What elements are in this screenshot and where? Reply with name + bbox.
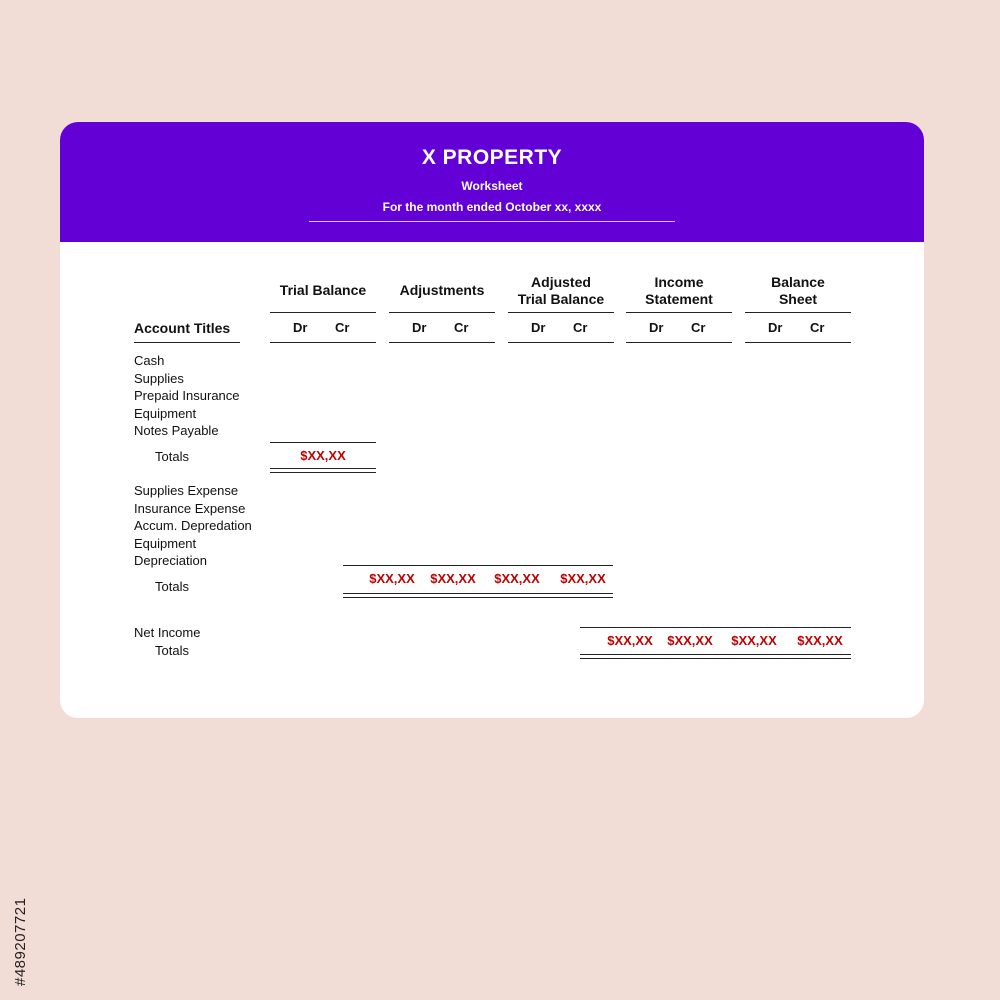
account-row: Depreciation [134,553,207,568]
double-rule [580,654,851,655]
total-rule [343,565,613,566]
net-income-label: Net Income [134,625,201,640]
adjusted-tb-dr-total: $XX,XX [494,571,540,586]
cr-label: Cr [691,320,706,335]
account-row: Notes Payable [134,423,219,438]
double-rule [580,658,851,659]
account-row: Prepaid Insurance [134,388,240,403]
header-rule [626,312,732,313]
subheader-rule [626,342,732,343]
totals-label: Totals [155,449,189,464]
col-balance-sheet: Balance Sheet [771,274,825,307]
dr-label: Dr [293,320,308,335]
subheader-rule [134,342,240,343]
trial-balance-total: $XX,XX [300,448,346,463]
subheader-rule [745,342,851,343]
company-title: X PROPERTY [421,146,563,169]
dr-label: Dr [531,320,546,335]
adjustments-cr-total: $XX,XX [430,571,476,586]
account-row: Supplies [134,371,184,386]
account-row: Supplies Expense [134,483,239,498]
col-income-statement: Income Statement [645,274,713,307]
account-row: Insurance Expense [134,501,246,516]
worksheet-header [60,122,924,242]
header-divider [309,221,675,222]
subheader-rule [389,342,495,343]
account-row: Cash [134,353,165,368]
dr-label: Dr [412,320,427,335]
cr-label: Cr [573,320,588,335]
totals-label: Totals [155,579,189,594]
stock-id-label: #489207721 [12,897,29,986]
worksheet-card [60,122,924,718]
header-rule [389,312,495,313]
totals-label: Totals [155,643,189,658]
adjustments-dr-total: $XX,XX [369,571,415,586]
double-rule [270,468,376,469]
income-statement-cr-total: $XX,XX [667,633,713,648]
subheader-rule [270,342,376,343]
double-rule [343,593,613,594]
double-rule [270,472,376,473]
account-row: Equipment [134,536,197,551]
col-adjusted-trial-balance: Adjusted Trial Balance [517,274,605,307]
income-statement-dr-total: $XX,XX [607,633,653,648]
header-rule [270,312,376,313]
total-rule [580,627,851,628]
balance-sheet-cr-total: $XX,XX [797,633,843,648]
dr-label: Dr [649,320,664,335]
dr-label: Dr [768,320,783,335]
total-rule [270,442,376,443]
cr-label: Cr [810,320,825,335]
account-row: Accum. Depredation [134,518,252,533]
cr-label: Cr [335,320,350,335]
col-trial-balance: Trial Balance [279,282,367,298]
cr-label: Cr [454,320,469,335]
subheader-rule [508,342,614,343]
account-row: Equipment [134,406,197,421]
header-rule [745,312,851,313]
document-period: For the month ended October xx, xxxx [382,200,602,214]
document-subtitle: Worksheet [461,179,523,193]
balance-sheet-dr-total: $XX,XX [731,633,777,648]
adjusted-tb-cr-total: $XX,XX [560,571,606,586]
col-adjustments: Adjustments [399,282,485,298]
account-titles-header: Account Titles [134,320,231,336]
header-rule [508,312,614,313]
double-rule [343,597,613,598]
